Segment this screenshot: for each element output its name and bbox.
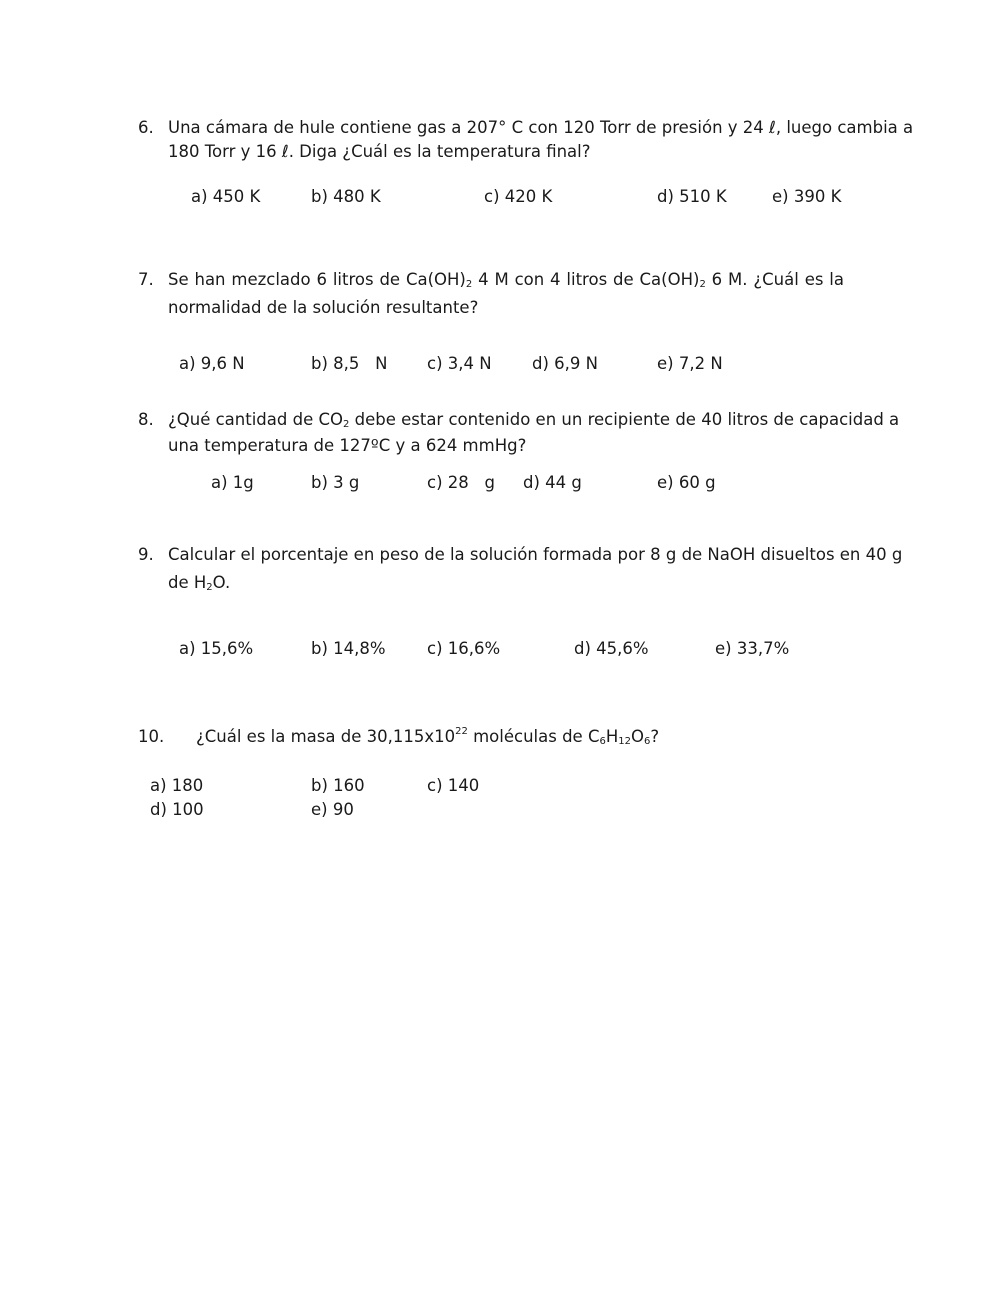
answer-option-e[interactable]: e) 33,7% (715, 639, 790, 658)
question-text-line: Se han mezclado 6 litros de $Ca(OH)_2$ 4 M con 4 litros de $Ca(OH)_2$ 6 M. ¿Cuál es la (168, 270, 844, 290)
answer-option-a[interactable]: a) 15,6% (179, 639, 254, 658)
question-text-line: 180 Torr y 16 ℓ. Diga ¿Cuál es la temperatura final? (168, 142, 591, 161)
answer-option-d[interactable]: d) 45,6% (574, 639, 649, 658)
answer-option-e[interactable]: e) 7,2 N (657, 354, 723, 373)
answer-option-b[interactable]: b) 480 K (311, 187, 381, 206)
answer-option-c[interactable]: c) 140 (427, 776, 480, 795)
answer-option-e[interactable]: e) 60 g (657, 473, 716, 492)
answer-option-d[interactable]: d) 44 g (523, 473, 582, 492)
question-number: 6. (138, 118, 154, 137)
answer-option-a[interactable]: a) 1g (211, 473, 254, 492)
answer-option-a[interactable]: a) 180 (150, 776, 204, 795)
question-text-line: ¿Cuál es la masa de $30,115x10^{22}$ moléculas de $C_6H_{12}O_6$? (196, 726, 660, 747)
answer-option-e[interactable]: e) 390 K (772, 187, 842, 206)
question-text-line: normalidad de la solución resultante? (168, 298, 479, 317)
answer-option-b[interactable]: b) 160 (311, 776, 365, 795)
answer-option-b[interactable]: b) 8,5 N (311, 354, 388, 373)
answer-option-d[interactable]: d) 100 (150, 800, 204, 819)
question-number: 7. (138, 270, 154, 289)
answer-option-a[interactable]: a) 9,6 N (179, 354, 245, 373)
question-text-line: ¿Qué cantidad de $CO_2$ debe estar contenido en un recipiente de 40 litros de capacidad a (168, 410, 900, 430)
answer-option-d[interactable]: d) 510 K (657, 187, 727, 206)
answer-option-b[interactable]: b) 14,8% (311, 639, 386, 658)
question-text-line: de $H_2O$. (168, 573, 231, 593)
question-number: 10. (138, 727, 165, 746)
answer-option-c[interactable]: c) 28 g (427, 473, 495, 492)
question-number: 9. (138, 545, 154, 564)
question-text-line: Una cámara de hule contiene gas a 207° C con 120 Torr de presión y 24 ℓ, luego cambia a (168, 118, 914, 137)
answer-option-c[interactable]: c) 3,4 N (427, 354, 492, 373)
answer-option-c[interactable]: c) 420 K (484, 187, 553, 206)
question-text-line: Calcular el porcentaje en peso de la solución formada por 8 g de NaOH disueltos en 40 g (168, 545, 903, 564)
question-number: 8. (138, 410, 154, 429)
answer-option-e[interactable]: e) 90 (311, 800, 354, 819)
answer-option-c[interactable]: c) 16,6% (427, 639, 501, 658)
answer-option-b[interactable]: b) 3 g (311, 473, 360, 492)
answer-option-d[interactable]: d) 6,9 N (532, 354, 598, 373)
answer-option-a[interactable]: a) 450 K (191, 187, 261, 206)
question-text-line: una temperatura de 127ºC y a 624 mmHg? (168, 436, 527, 455)
